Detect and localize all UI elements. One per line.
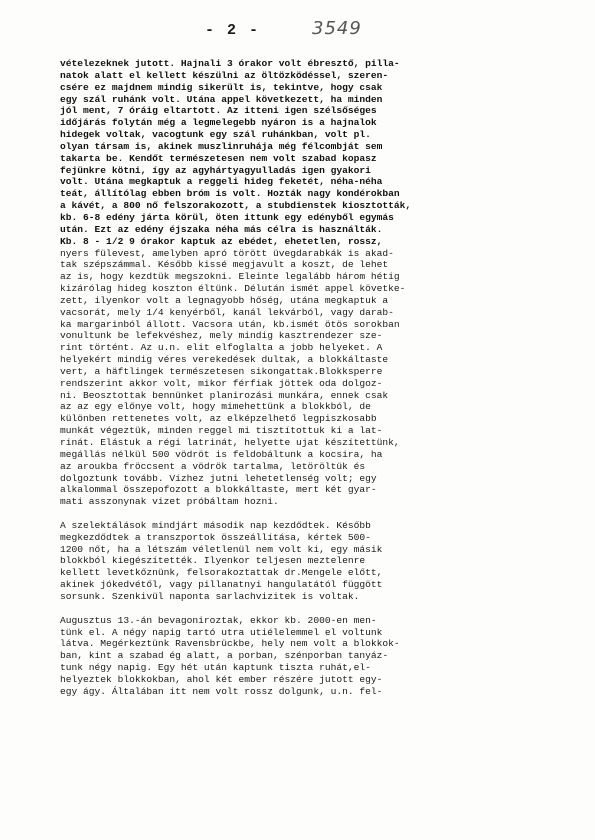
text-line: akinek jókedvétől, vagy pillanatnyi hangulatától függött	[60, 579, 383, 591]
text-line: mati asszonynak vizet próbáltam hozni.	[60, 496, 279, 508]
text-line: nyers fülevest, amelyben apró törött üvegdarabkák is akad-	[60, 247, 394, 259]
text-line: megállás nélkül 500 vödröt is feldobáltunk a kocsira, ha	[60, 448, 383, 460]
text-line: kb. 6-8 edény járta körül, öten ittunk egy edényből egymás	[60, 211, 394, 223]
text-line: jól ment, 7 óráig eltartott. Az itteni igen szélsőséges	[60, 105, 377, 117]
page-number: - 2 -	[205, 22, 261, 39]
text-line: alkalommal összepofozott a blokkáltaste, mert két gyar-	[60, 484, 377, 496]
text-line: vacsorát, mely 1/4 kenyérből, kanál lekvárból, vagy darab-	[60, 306, 394, 318]
text-line: rinát. Elástuk a régi latrinát, helyette ujat készítettünk,	[60, 437, 400, 448]
text-line: vert, a häftlingek természetesen sikongattak.Blokksperre	[60, 365, 383, 377]
text-line: A szelektálások mindjárt második nap kezdődtek. Később	[60, 519, 371, 531]
text-line: tak szépszámmal. Később kissé megjavult a koszt, de lehet	[60, 259, 389, 271]
text-line: az is, hogy kezdtük megszokni. Eleinte legalább három hétig	[60, 271, 400, 283]
text-line: takarta be. Kendőt természetesen nem volt szabad kopasz	[60, 152, 377, 164]
text-line: tünk el. A négy napig tartó utra utiélelemmel el voltunk	[60, 626, 383, 638]
text-line: ni. Beosztottak bennünket planirozási munkára, ennek csak	[60, 389, 389, 401]
text-line: teát, állítólag ebben bróm is volt. Hozták nagy kondérokban	[60, 188, 400, 200]
text-line: a kávét, a 800 nő felszorakozott, a stubdienstek kiosztották,	[60, 200, 412, 212]
text-line: hidegek voltak, vacogtunk egy szál ruhánkban, volt pl.	[60, 129, 371, 141]
text-line: munkát végeztük, minden reggel mi tisztítottuk ki a lat-	[60, 425, 383, 437]
text-line: Kb. 8 - 1/2 9 órakor kaptuk az ebédet, ehetetlen, rossz,	[60, 235, 383, 247]
text-line: zett, ilyenkor volt a legnagyobb hőség, utána megkaptuk a	[60, 294, 389, 306]
text-line: kizárólag hideg koszton éltünk. Délután ismét appel követke-	[60, 283, 406, 295]
text-line: natok alatt el kellett készülni az öltözködéssel, szeren-	[60, 69, 389, 81]
text-line: volt. Utána megkaptuk a reggeli hideg feketét, néha-néha	[60, 176, 383, 188]
text-line: blokkból kiegészítették. Ilyenkor teljesen meztelenre	[60, 555, 366, 567]
text-line: megkezdődtek a transzportok összeállítása, kértek 500-	[60, 531, 371, 543]
text-line: 1200 nőt, ha a létszám véletlenül nem volt ki, egy másik	[60, 543, 383, 555]
paragraph	[60, 520, 560, 603]
text-line: az aroukba fröccsent a vödrök tartalma, letöröltük és	[60, 460, 366, 472]
text-line: az az egy előnye volt, hogy mimehettünk a blokkból, de	[60, 401, 371, 413]
archive-number-handwritten: 3549	[312, 18, 362, 39]
text-line: dolgoztunk tovább. Vízhez jutni lehetetlenség volt; egy	[60, 472, 377, 484]
text-line: vonultunk be lefekvéshez, mely mindig kasztrendezer sze-	[60, 330, 383, 342]
paragraph-gap	[60, 508, 560, 520]
paragraph-gap	[60, 603, 560, 615]
text-line: rint történt. Az u.n. elit elfoglalta a jobb helyeket. A	[60, 342, 383, 354]
text-line: Augusztus 13.-án bevagoniroztak, ekkor kb. 2000-en men-	[60, 614, 377, 626]
text-line: egy szál ruhánk volt. Utána appel következett, ha minden	[60, 93, 383, 105]
text-line: vételezeknek jutott. Hajnali 3 órakor volt ébresztő, pilla-	[60, 58, 400, 69]
paragraph	[60, 615, 560, 698]
text-line: ban, kint a szabad ég alatt, a porban, szénporban tanyáz-	[60, 650, 389, 662]
text-line: helyekért mindig véres verekedések dultak, a blokkáltaste	[60, 354, 389, 366]
text-line: olyan társam is, akinek muszlinruhája még félcombját sem	[60, 140, 383, 152]
text-line: kellett levetkőznünk, felsorakoztattak dr.Mengele előtt,	[60, 567, 383, 579]
text-line: fejünkre kötni, így az agyhártyagyulladás igen gyakori	[60, 164, 371, 176]
paragraph	[60, 58, 560, 508]
text-line: helyeztek blokkokban, ahol két ember részére jutott egy-	[60, 673, 383, 685]
text-line: ka margarinból állott. Vacsora után, kb.ismét ötös sorokban	[60, 318, 400, 330]
text-line: időjárás folytán még a legmelegebb nyáron is a hajnalok	[60, 117, 377, 129]
text-line: után. Ezt az edény éjszaka néha más célra is használták.	[60, 223, 383, 235]
text-line: egy ágy. Általában itt nem volt rossz dolgunk, u.n. fel-	[60, 685, 383, 697]
text-line: látva. Megérkeztünk Ravensbrückbe, hely nem volt a blokkok-	[60, 638, 400, 650]
text-line: sorsunk. Szenkivül naponta sarlachvizitek is voltak.	[60, 590, 360, 602]
typewritten-body	[60, 58, 560, 698]
text-line: csére ez majdnem mindig sikerült is, tekintve, hogy csak	[60, 81, 383, 93]
text-line: rendszerint akkor volt, mikor férfiak jöttek oda dolgoz-	[60, 377, 383, 389]
text-line: tunk négy napig. Egy hét után kaptunk tiszta ruhát,el-	[60, 662, 371, 674]
text-line: különben rettenetes volt, az elképzelhető legpiszkosabb	[60, 413, 377, 425]
